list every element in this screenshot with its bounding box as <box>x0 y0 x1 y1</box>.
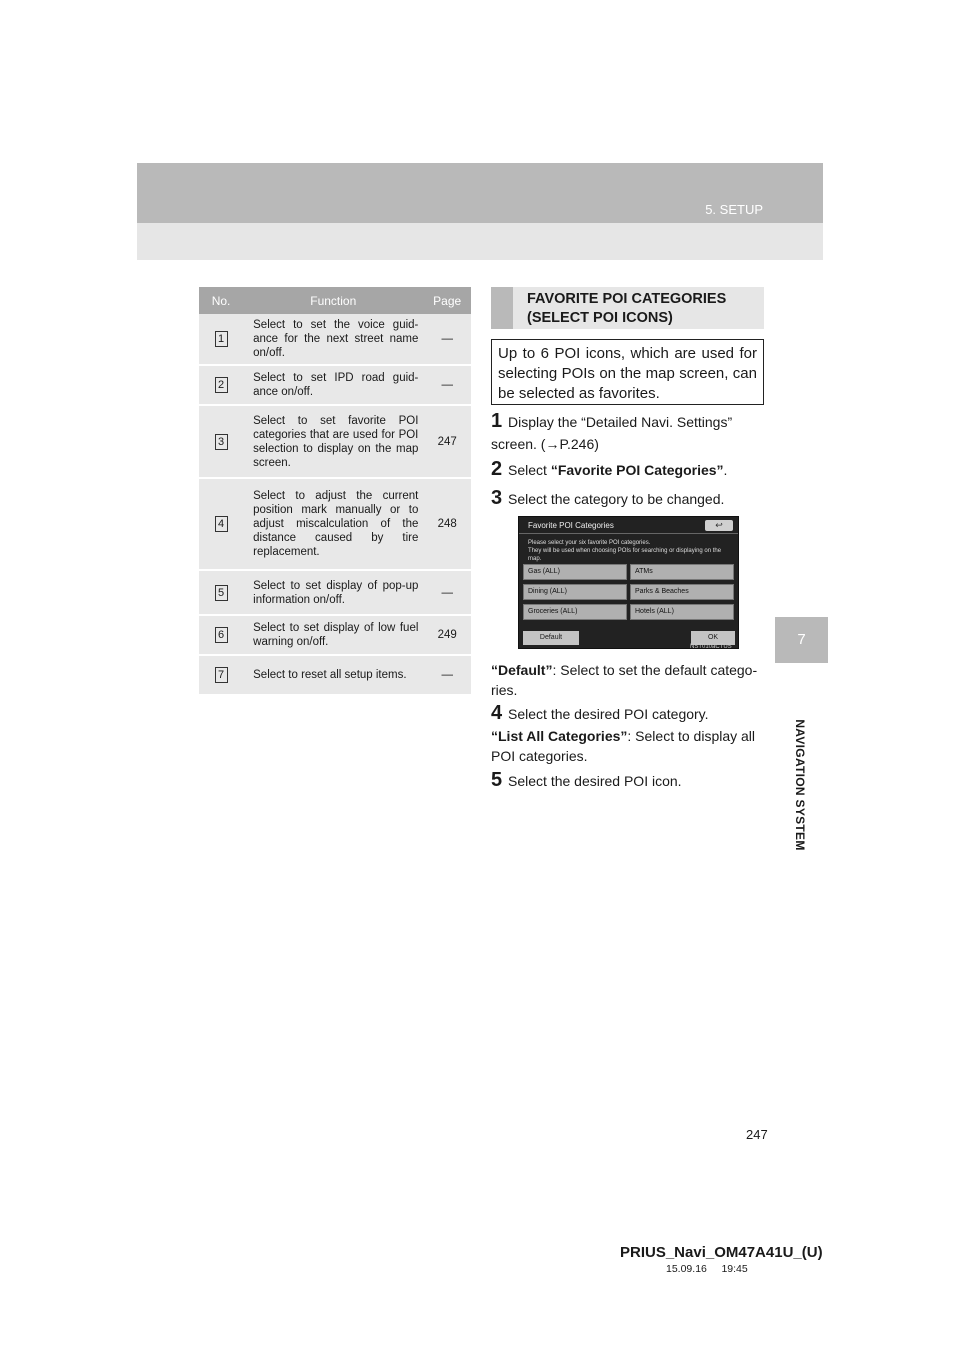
back-icon[interactable]: ↩ <box>705 520 733 531</box>
row-function: Select to set IPD road guid-ance on/off. <box>243 365 423 405</box>
step-5 <box>491 769 766 792</box>
column-header-function: Function <box>243 287 423 314</box>
poi-intro: Up to 6 POI icons, which are used for selecting POIs on the map screen, can be selected as favorites. <box>491 339 764 405</box>
step-number: 3 <box>491 487 503 509</box>
row-function: Select to reset all setup items. <box>243 655 423 695</box>
step-3 <box>491 487 766 510</box>
table-row <box>199 655 471 695</box>
document-date: 15.09.16 19:45 <box>666 1263 748 1275</box>
screen-divider <box>519 533 738 534</box>
note-default <box>491 660 766 700</box>
row-number: 3 <box>215 434 228 450</box>
step-2 <box>491 458 766 481</box>
poi-heading-accent <box>491 287 513 329</box>
step-number: 5 <box>491 769 503 791</box>
step-text: Select the desired POI category. <box>508 706 709 722</box>
note-list-all-text: : Select to display all POI categories. <box>491 728 756 764</box>
step-number: 4 <box>491 702 503 724</box>
column-header-no: No. <box>199 287 243 314</box>
row-function: Select to set the voice guid-ance for the next street name on/off. <box>243 314 423 365</box>
screen-subtitle-line-2: They will be used when choosing POIs for searching or displaying on the map. <box>528 548 722 562</box>
table-row <box>199 314 471 365</box>
note-list-all-label: “List All Categories” <box>491 728 628 744</box>
note-list-all <box>491 726 766 766</box>
function-table <box>199 287 471 696</box>
note-default-text: : Select to set the default catego-ries. <box>491 662 758 698</box>
row-number: 5 <box>215 585 228 601</box>
row-number: 2 <box>215 377 228 393</box>
row-number: 4 <box>215 516 228 532</box>
row-page: — <box>423 314 471 365</box>
row-function: Select to set display of low fuel warning on/off. <box>243 615 423 655</box>
poi-heading: FAVORITE POI CATEGORIES (SELECT POI ICONS) <box>527 291 727 326</box>
poi-screen-capture <box>518 516 739 649</box>
table-row <box>199 615 471 655</box>
screen-subtitle-line-1: Please select your six favorite POI categories. <box>528 540 651 546</box>
step-text-bold: “Favorite POI Categories” <box>550 462 724 478</box>
category-button[interactable]: Groceries (ALL) <box>523 604 627 620</box>
table-row <box>199 570 471 615</box>
table-row <box>199 405 471 478</box>
category-button[interactable]: Dining (ALL) <box>523 584 627 600</box>
default-button[interactable]: Default <box>523 631 579 645</box>
row-page: — <box>423 365 471 405</box>
row-function: Select to set display of pop-up information on/off. <box>243 570 423 615</box>
step-4 <box>491 702 766 725</box>
step-number: 2 <box>491 458 503 480</box>
page-number: 247 <box>746 1127 768 1142</box>
step-text-post: . <box>723 462 728 478</box>
step-text: Select the category to be changed. <box>508 491 725 507</box>
category-button[interactable]: Gas (ALL) <box>523 564 627 580</box>
section-label: 5. SETUP <box>705 202 763 217</box>
step-text-pre: Select <box>508 462 551 478</box>
step-text: Display the “Detailed Navi. Settings” screen. (→P.246) <box>491 414 733 452</box>
category-button[interactable]: Hotels (ALL) <box>630 604 734 620</box>
ok-button[interactable]: OK <box>691 631 735 645</box>
row-page: 247 <box>423 405 471 478</box>
row-page: — <box>423 570 471 615</box>
table-row <box>199 478 471 570</box>
chapter-tab: 7 <box>775 617 828 663</box>
step-1 <box>491 410 766 455</box>
row-number: 6 <box>215 627 228 643</box>
row-number: 7 <box>215 667 228 683</box>
category-button[interactable]: Parks & Beaches <box>630 584 734 600</box>
step-text: Select the desired POI icon. <box>508 773 682 789</box>
row-page: — <box>423 655 471 695</box>
note-default-label: “Default” <box>491 662 553 678</box>
row-function: Select to adjust the current position mark manually or to adjust miscalculation of the distance caused by tire replacement. <box>243 478 423 570</box>
image-code: NST010aCTUS <box>690 644 732 650</box>
row-function: Select to set favorite POI categories that are used for POI selection to display on the map screen. <box>243 405 423 478</box>
chapter-title: NAVIGATION SYSTEM <box>793 719 807 851</box>
table-row <box>199 365 471 405</box>
row-number: 1 <box>215 331 228 347</box>
row-page: 248 <box>423 478 471 570</box>
screen-title: Favorite POI Categories <box>528 521 614 530</box>
screen-subtitle <box>528 539 728 563</box>
row-page: 249 <box>423 615 471 655</box>
column-header-page: Page <box>423 287 471 314</box>
category-button[interactable]: ATMs <box>630 564 734 580</box>
step-number: 1 <box>491 410 503 432</box>
document-id: PRIUS_Navi_OM47A41U_(U) <box>620 1244 823 1261</box>
